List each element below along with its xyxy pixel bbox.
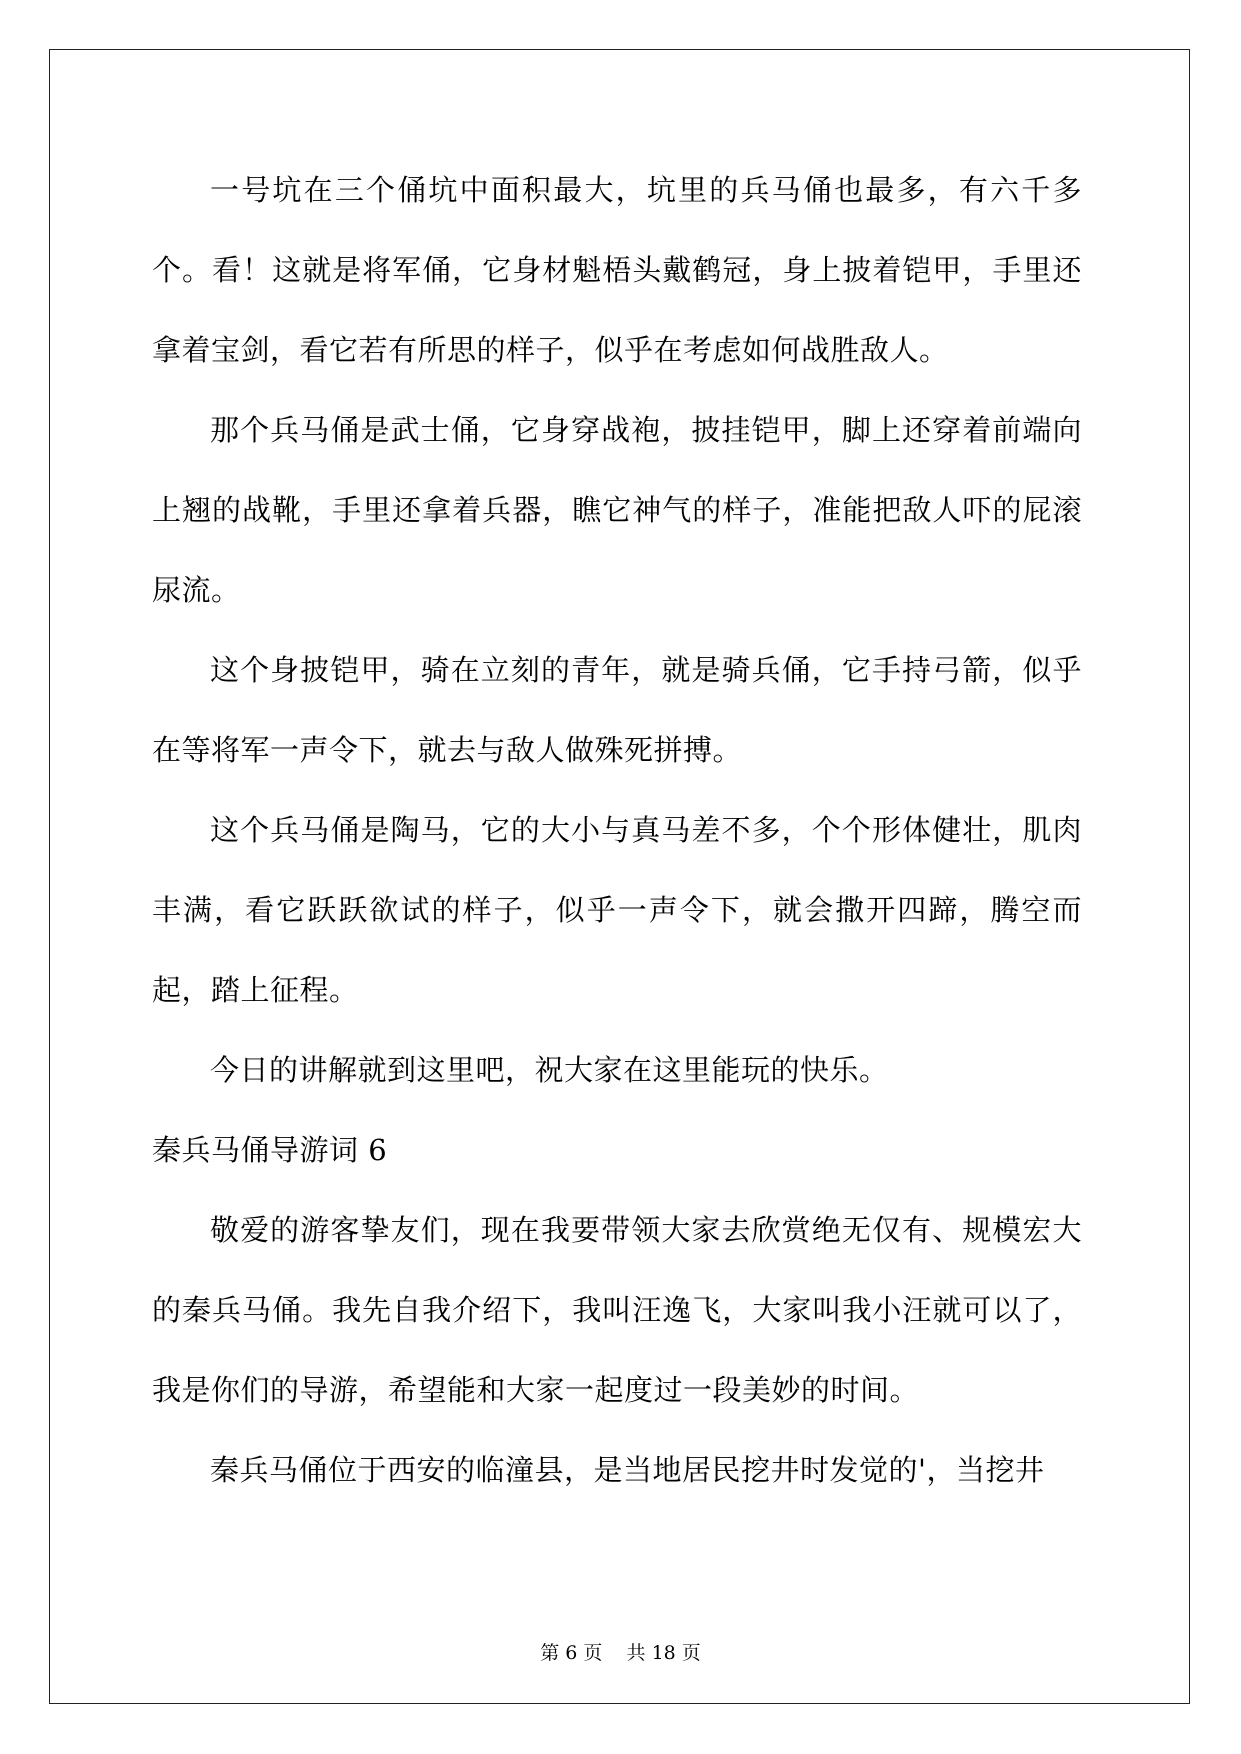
paragraph-5: 今日的讲解就到这里吧，祝大家在这里能玩的快乐。 [210,1053,889,1087]
document-body [152,150,1082,1510]
paragraph-4: 这个兵马俑是陶马，它的大小与真马差不多，个个形体健壮，肌肉丰满，看它跃跃欲试的样子，似乎一声令下，就会撒开四蹄，腾空而起，踏上征程。 [152,813,1082,1007]
page-number: 第 6 页 [540,1642,603,1664]
paragraph-2: 那个兵马俑是武士俑，它身穿战袍，披挂铠甲，脚上还穿着前端向上翘的战靴，手里还拿着兵器，瞧它神气的样子，准能把敌人吓的屁滚尿流。 [152,413,1082,607]
total-pages: 共 18 页 [626,1642,701,1664]
section-heading: 秦兵马俑导游词 6 [152,1133,388,1167]
page-footer [0,1638,1241,1665]
paragraph-3: 这个身披铠甲，骑在立刻的青年，就是骑兵俑，它手持弓箭，似乎在等将军一声令下，就去与敌人做殊死拼搏。 [152,653,1082,767]
paragraph-1: 一号坑在三个俑坑中面积最大，坑里的兵马俑也最多，有六千多个。看！这就是将军俑，它身材魁梧头戴鹤冠，身上披着铠甲，手里还拿着宝剑，看它若有所思的样子，似乎在考虑如何战胜敌人。 [152,173,1082,367]
paragraph-6: 敬爱的游客挚友们，现在我要带领大家去欣赏绝无仅有、规模宏大的秦兵马俑。我先自我介绍下，我叫汪逸飞，大家叫我小汪就可以了，我是你们的导游，希望能和大家一起度过一段美妙的时间。 [152,1213,1082,1407]
paragraph-7: 秦兵马俑位于西安的临潼县，是当地居民挖井时发觉的'，当挖井 [210,1453,1045,1487]
footer-gap [602,1642,626,1664]
